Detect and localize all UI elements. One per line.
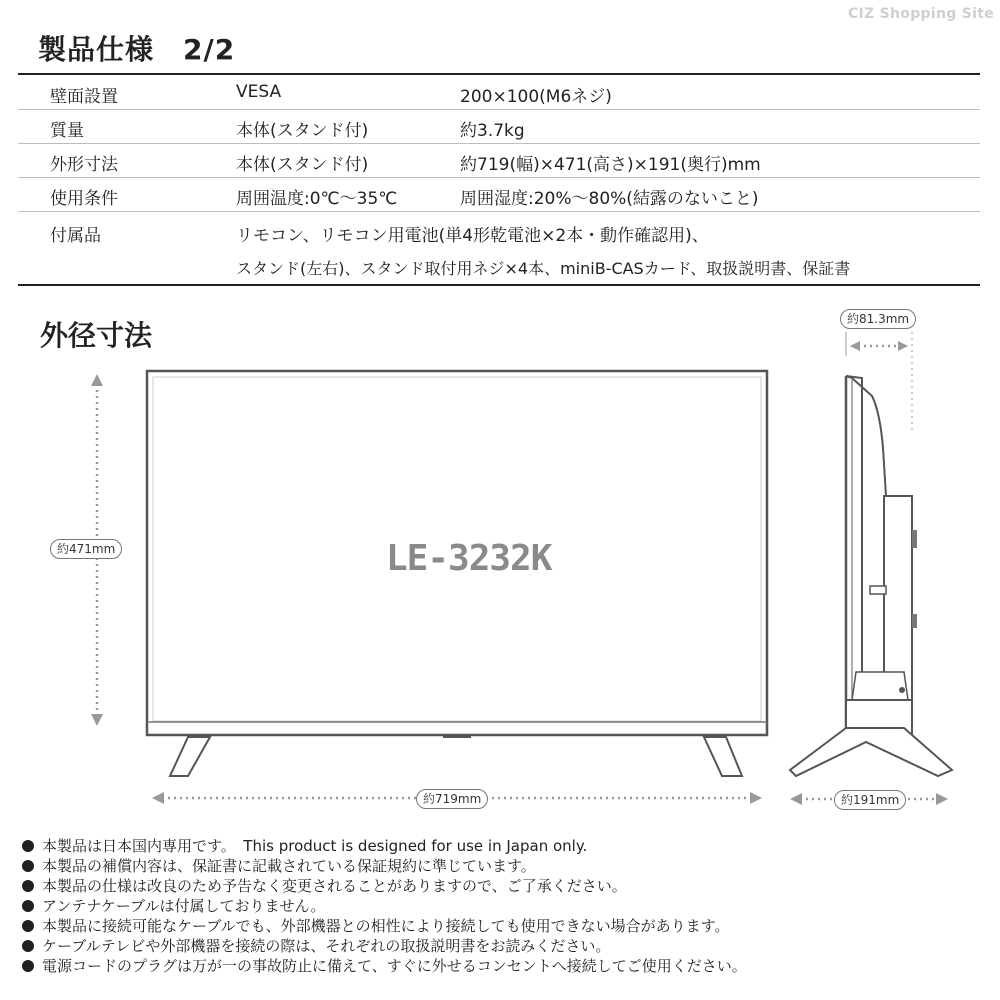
panel-depth-label: 約81.3mm (840, 309, 916, 329)
section-title: 外径寸法 (40, 319, 153, 352)
depth-label: 約191mm (834, 790, 906, 810)
bullet-icon (22, 920, 34, 932)
spec-value: 約719(幅)×471(高さ)×191(奥行)mm (460, 155, 761, 175)
bullet-icon (22, 840, 34, 852)
spec-value: 本体(スタンド付) (236, 121, 369, 141)
spec-value: スタンド(左右)、スタンド取付用ネジ×4本、miniB-CASカード、取扱説明書、保証書 (236, 259, 851, 278)
note-text: アンテナケーブルは付属しておりません。 (42, 897, 326, 915)
spec-label: 外形寸法 (50, 155, 118, 175)
note-item (22, 836, 747, 856)
bullet-icon (22, 880, 34, 892)
site-watermark: CIZ Shopping Site (847, 6, 994, 22)
note-item (22, 936, 747, 956)
spec-label: 質量 (50, 121, 84, 141)
model-number: LE-3232K (386, 538, 552, 579)
note-text: 本製品は日本国内専用です。 This product is designed for use in Japan only. (42, 837, 588, 855)
bullet-icon (22, 960, 34, 972)
note-item (22, 856, 747, 876)
bullet-icon (22, 860, 34, 872)
bullet-icon (22, 900, 34, 912)
notes-list (22, 836, 747, 976)
note-item (22, 956, 747, 976)
note-text: 本製品に接続可能なケーブルでも、外部機器との相性により接続しても使用できない場合があります。 (42, 917, 730, 935)
note-text: 本製品の仕様は改良のため予告なく変更されることがありますので、ご了承ください。 (42, 877, 627, 895)
height-label: 約471mm (50, 539, 122, 559)
spec-value: 周囲湿度:20%〜80%(結露のないこと) (460, 189, 759, 209)
spec-value: 200×100(M6ネジ) (460, 87, 612, 107)
spec-value: 本体(スタンド付) (236, 155, 369, 175)
spec-label: 使用条件 (50, 189, 118, 209)
spec-label: 壁面設置 (50, 87, 118, 107)
note-text: 電源コードのプラグは万が一の事故防止に備えて、すぐに外せるコンセントへ接続してご使用ください。 (42, 957, 747, 975)
page-title: 製品仕様 2/2 (38, 33, 236, 66)
spec-value: 周囲温度:0℃〜35℃ (236, 189, 398, 209)
width-label: 約719mm (416, 789, 488, 809)
note-item (22, 876, 747, 896)
spec-label: 付属品 (50, 226, 101, 246)
spec-value: リモコン、リモコン用電池(単4形乾電池×2本・動作確認用)、 (236, 226, 709, 246)
bullet-icon (22, 940, 34, 952)
note-item (22, 896, 747, 916)
tv-side-view (790, 376, 952, 776)
note-item (22, 916, 747, 936)
note-text: 本製品の補償内容は、保証書に記載されている保証規約に準じています。 (42, 857, 536, 875)
note-text: ケーブルテレビや外部機器を接続の際は、それぞれの取扱説明書をお読みください。 (42, 937, 611, 955)
spec-value: VESA (236, 82, 282, 102)
spec-value: 約3.7kg (460, 121, 525, 141)
